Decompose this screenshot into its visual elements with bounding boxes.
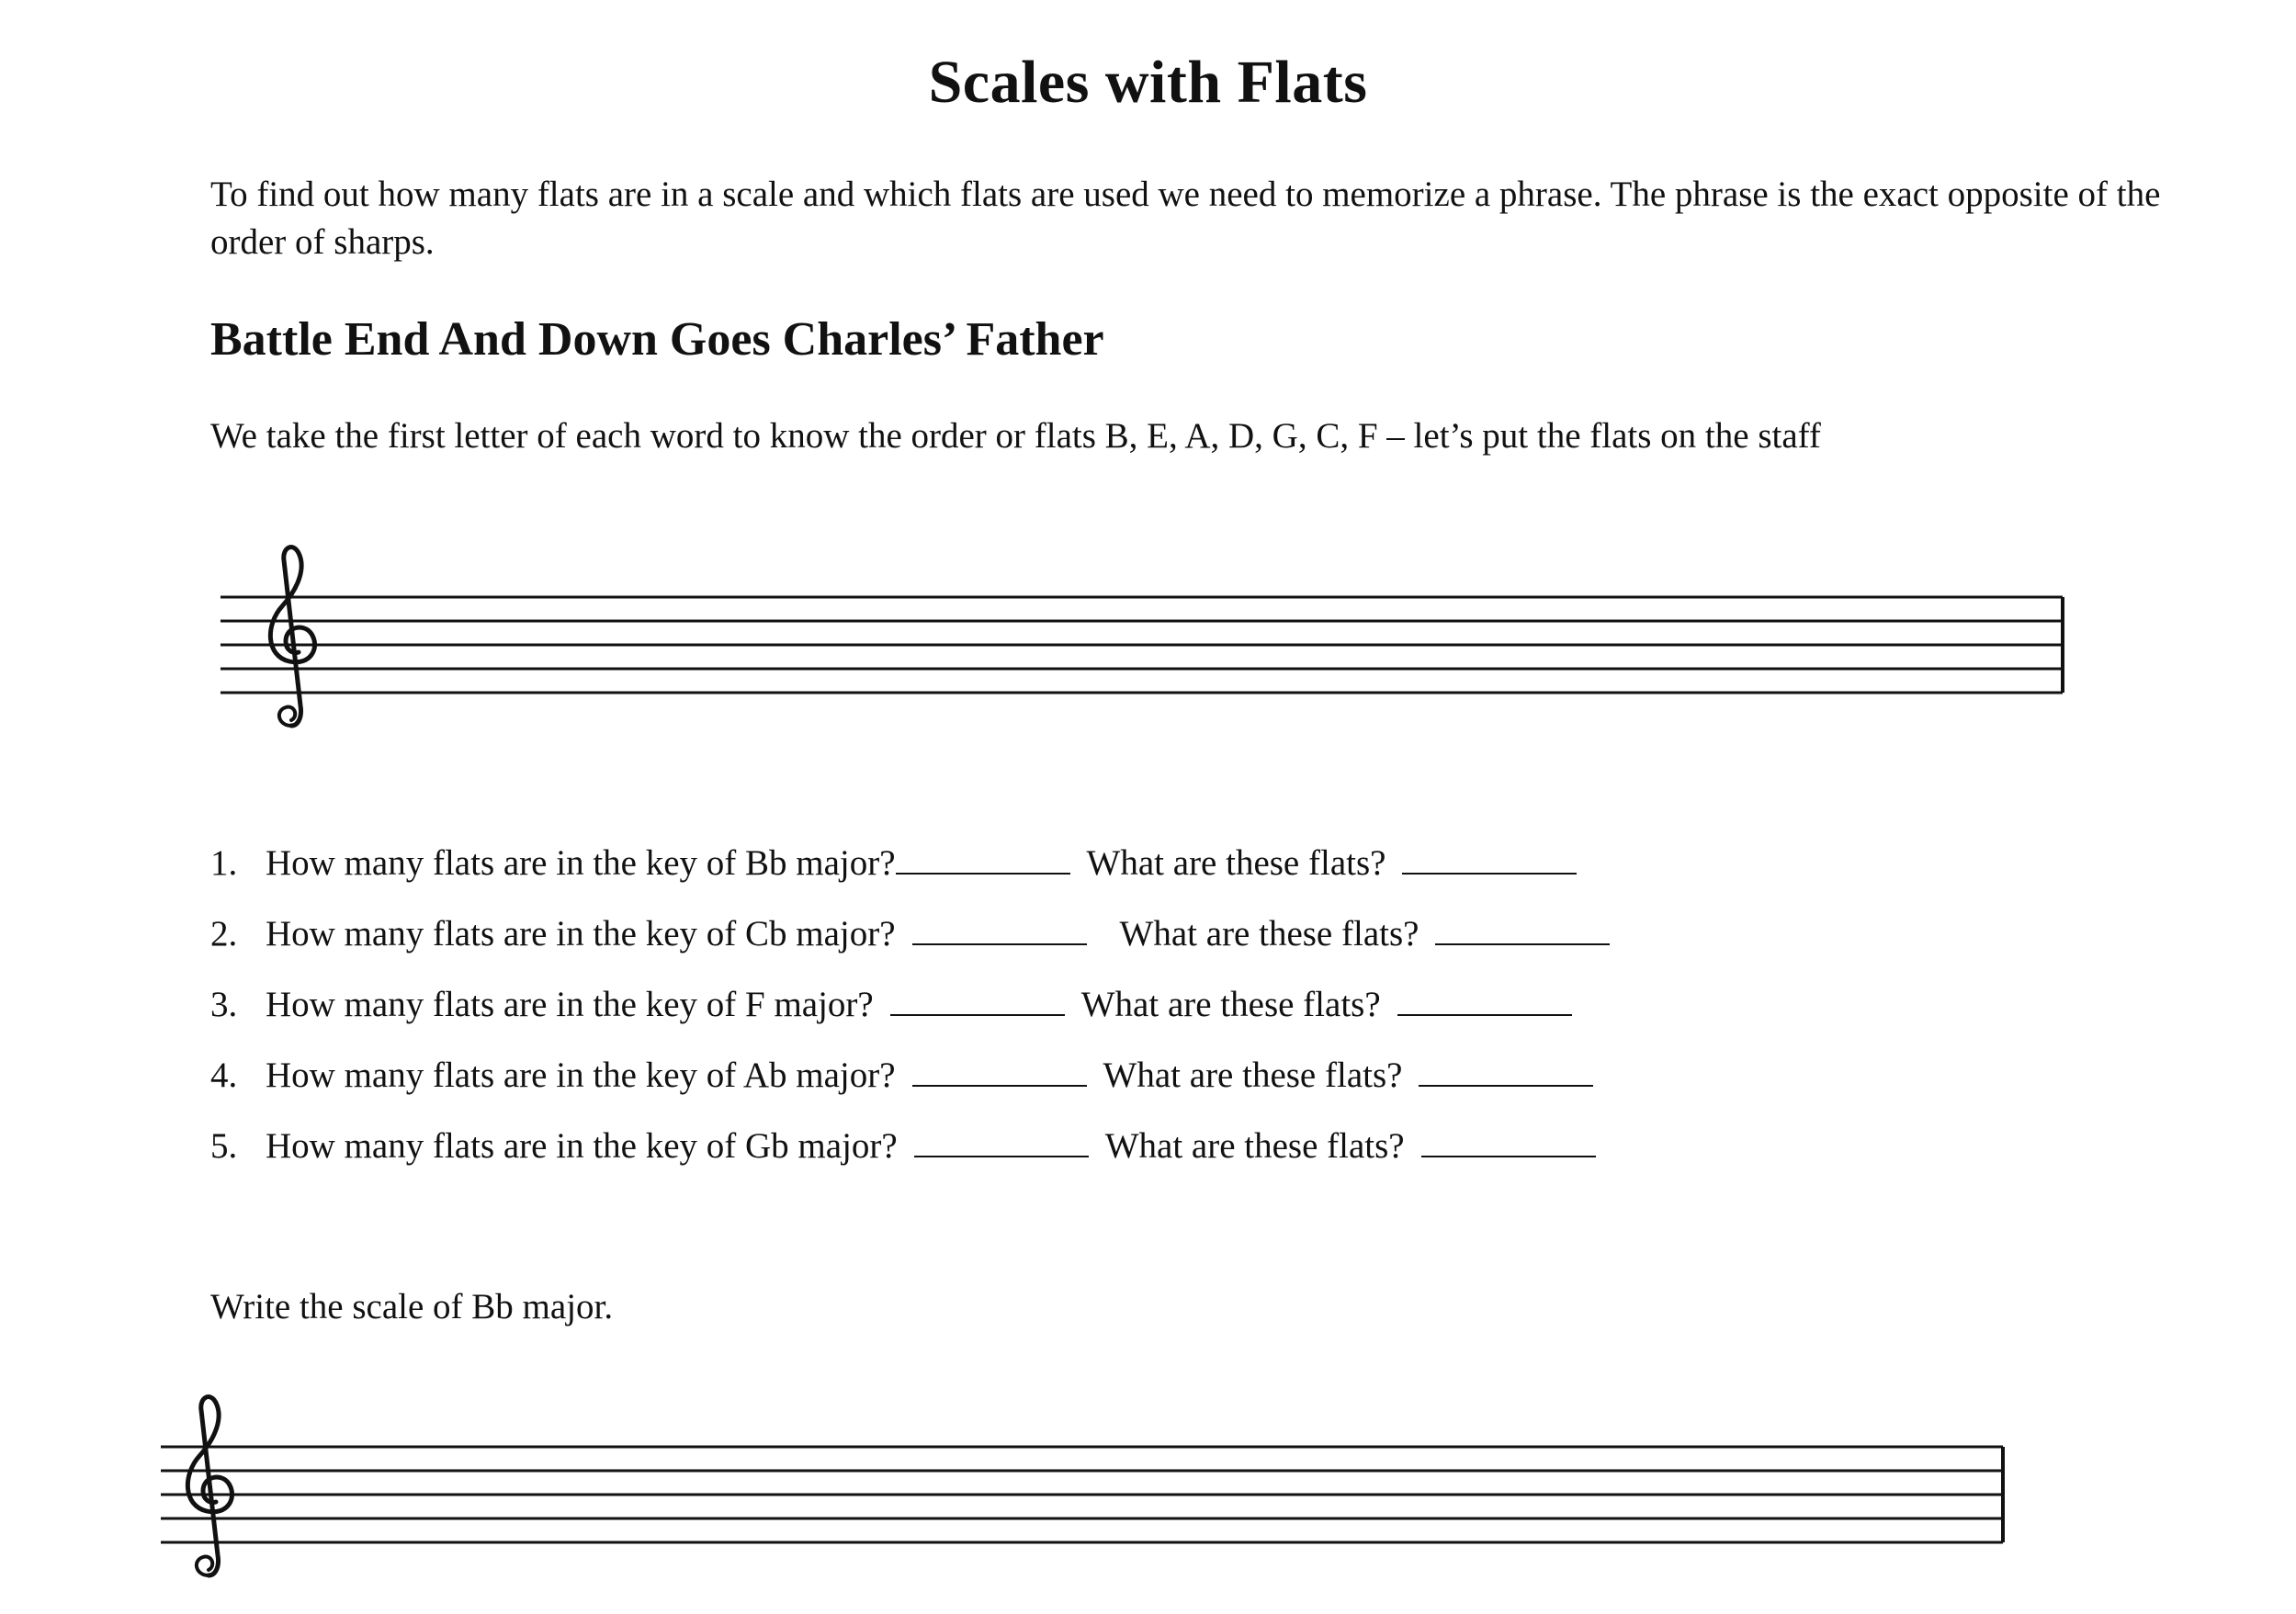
scale-staff[interactable] — [156, 1392, 2021, 1594]
question-item — [210, 977, 1610, 1048]
question-number: 3. — [210, 985, 238, 1024]
answer-blank-flats[interactable] — [1419, 1059, 1593, 1087]
answer-blank-count[interactable] — [890, 988, 1065, 1016]
answer-blank-flats[interactable] — [1402, 847, 1577, 875]
question-item — [210, 907, 1610, 977]
question-prompt: How many flats are in the key of Gb major? — [266, 1126, 898, 1166]
answer-blank-count[interactable] — [896, 847, 1070, 875]
answer-blank-count[interactable] — [914, 1130, 1089, 1157]
question-prompt: How many flats are in the key of Cb major? — [266, 914, 896, 954]
order-of-flats-text: We take the first letter of each word to know the order or flats B, E, A, D, G, C, F – let’s put the flats on the staff — [210, 416, 1821, 456]
question-number: 5. — [210, 1126, 238, 1166]
treble-clef-icon — [187, 1397, 232, 1575]
page-title: Scales with Flats — [928, 49, 1368, 116]
staff-lines — [221, 597, 2063, 693]
question-followup: What are these flats? — [1119, 914, 1419, 954]
answer-blank-count[interactable] — [912, 1059, 1087, 1087]
question-item — [210, 836, 1610, 907]
question-followup: What are these flats? — [1086, 843, 1386, 883]
question-item — [210, 1048, 1610, 1119]
question-prompt: How many flats are in the key of Bb major? — [266, 843, 896, 883]
question-item — [210, 1119, 1610, 1190]
question-number: 2. — [210, 914, 238, 954]
question-prompt: How many flats are in the key of F major? — [266, 985, 874, 1024]
answer-blank-flats[interactable] — [1397, 988, 1572, 1016]
question-prompt: How many flats are in the key of Ab major? — [266, 1055, 896, 1095]
treble-clef-icon — [270, 547, 314, 726]
mnemonic-heading: Battle End And Down Goes Charles’ Father — [210, 313, 1104, 366]
question-followup: What are these flats? — [1103, 1055, 1403, 1095]
answer-blank-count[interactable] — [912, 918, 1087, 945]
question-number: 1. — [210, 843, 238, 883]
intro-paragraph: To find out how many flats are in a scale and which flats are used we need to memorize a phrase. The phrase is the exact opposite of the order of sharps. — [210, 175, 2161, 262]
write-scale-instruction: Write the scale of Bb major. — [210, 1287, 614, 1326]
flats-staff[interactable] — [216, 542, 2072, 744]
question-list — [210, 836, 1610, 1190]
staff-lines — [161, 1447, 2003, 1542]
question-followup: What are these flats? — [1104, 1126, 1405, 1166]
question-followup: What are these flats? — [1080, 985, 1381, 1024]
answer-blank-flats[interactable] — [1435, 918, 1610, 945]
question-number: 4. — [210, 1055, 238, 1095]
answer-blank-flats[interactable] — [1421, 1130, 1596, 1157]
